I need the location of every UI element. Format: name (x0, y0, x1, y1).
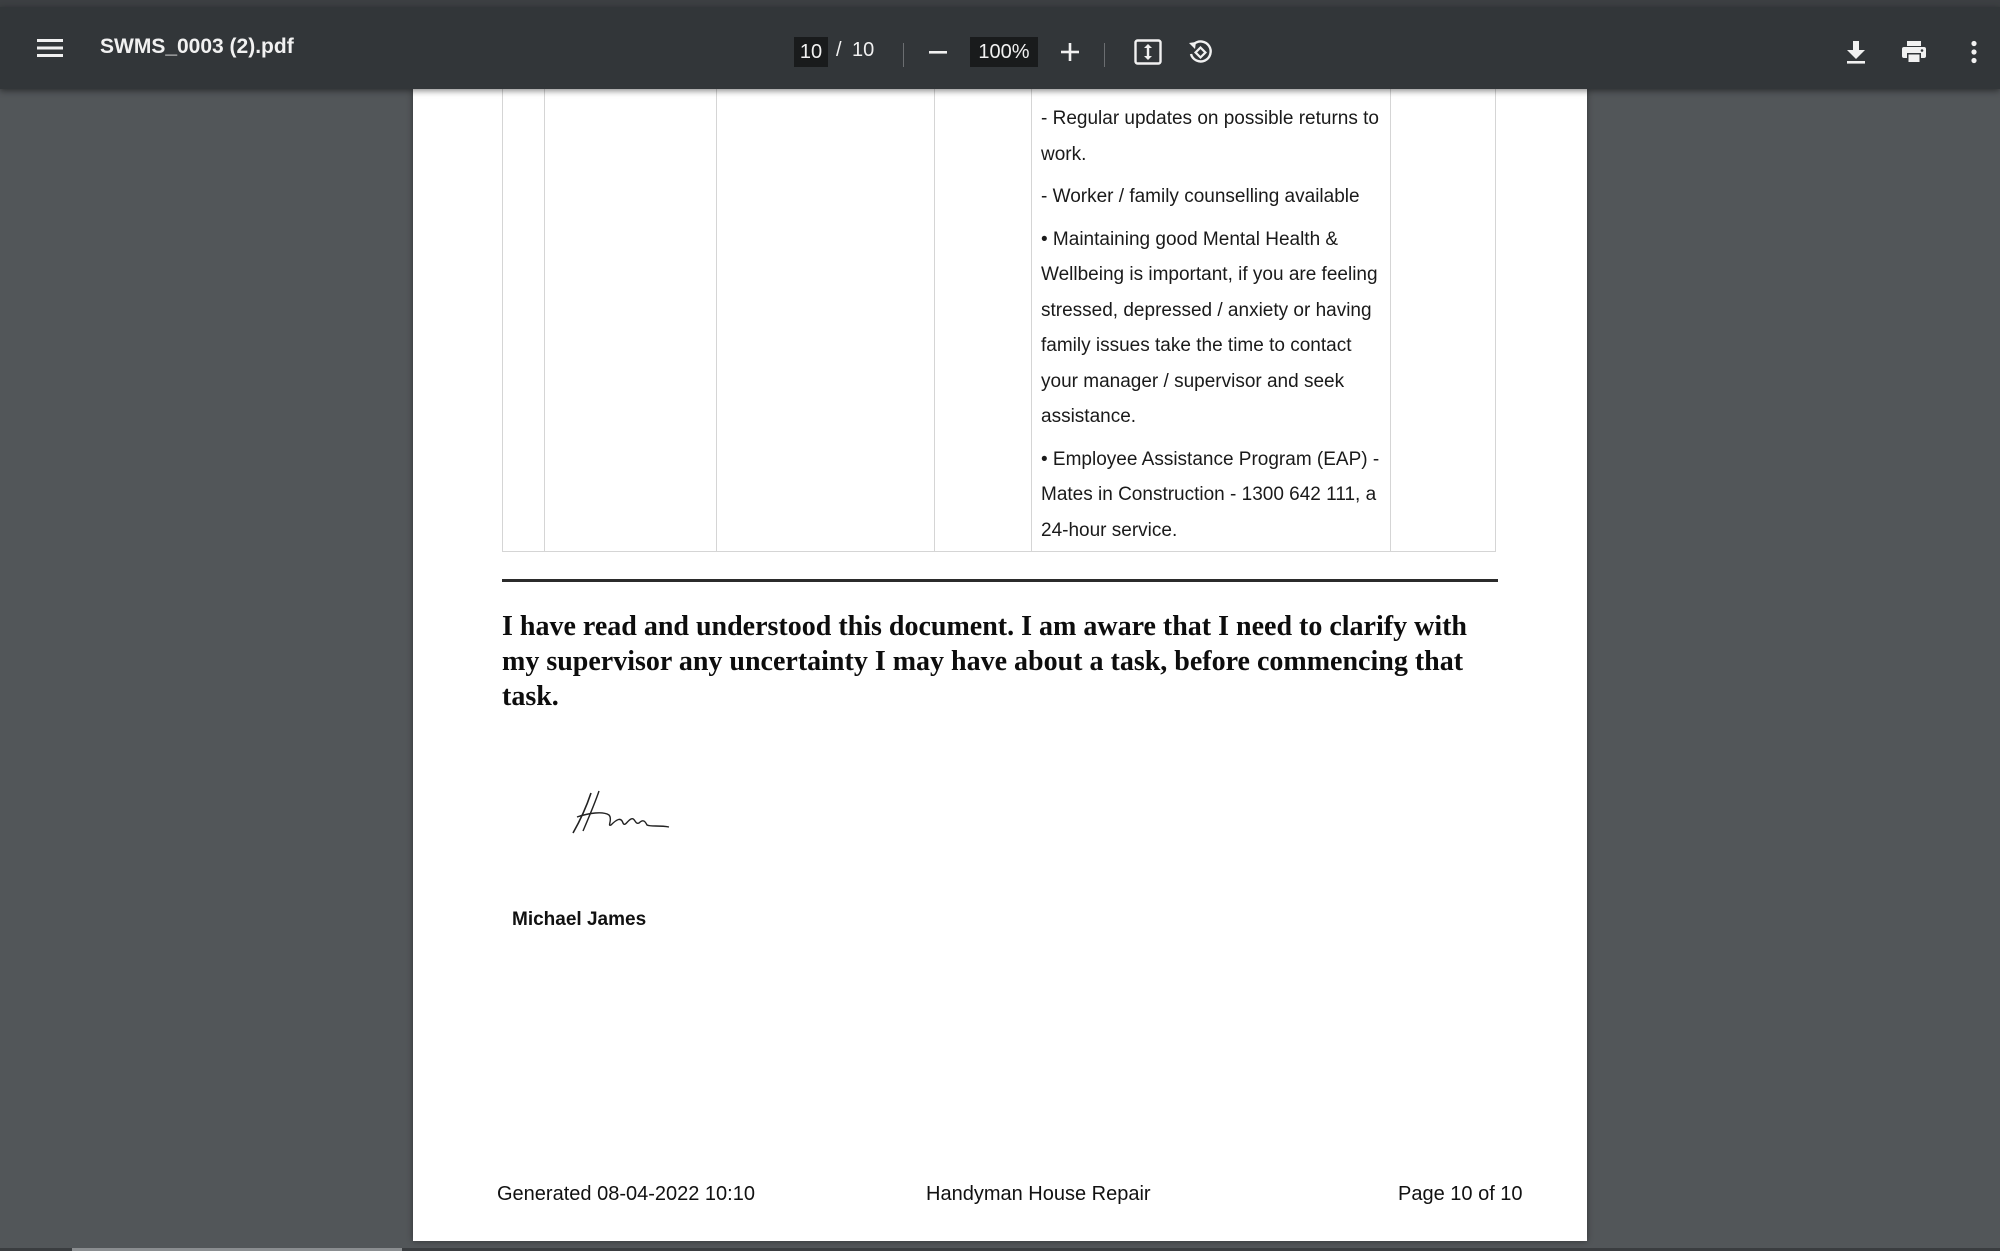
table-column-divider (934, 87, 935, 551)
print-button[interactable] (1890, 28, 1938, 76)
page-separator: / (836, 39, 842, 61)
declaration-statement: I have read and understood this document. I am aware that I need to clarify with my supervisor any uncertainty I may have about a task, before commencing that task. (502, 611, 1467, 712)
hamburger-menu-icon (37, 38, 63, 58)
table-column-divider (1031, 87, 1032, 551)
zoom-in-button[interactable] (1046, 28, 1094, 76)
toolbar-divider (1104, 43, 1105, 67)
control-measures-cell (1041, 101, 1391, 555)
page-number-input[interactable]: 10 (794, 37, 828, 67)
footer-page-number: Page 10 of 10 (1398, 1183, 1523, 1205)
minus-icon (928, 42, 948, 62)
section-divider (502, 579, 1498, 582)
download-icon (1845, 40, 1867, 64)
signature-image (569, 787, 679, 842)
rotate-button[interactable] (1176, 28, 1224, 76)
pdf-toolbar (0, 7, 2000, 89)
zoom-out-button[interactable] (914, 28, 962, 76)
control-measure-item: • Employee Assistance Program (EAP) - Mates in Construction - 1300 642 111, a 24-hour service. (1041, 448, 1380, 541)
fit-to-page-icon (1134, 39, 1162, 65)
plus-icon (1060, 42, 1080, 62)
control-measure-item: • Maintaining good Mental Health & Wellbeing is important, if you are feeling stressed, depressed / anxiety or having family issues take the time to contact your manager / supervisor and seek assistance. (1041, 228, 1378, 427)
fit-to-page-button[interactable] (1124, 28, 1172, 76)
control-measure-item: - Worker / family counselling available (1041, 186, 1360, 207)
footer-generated-date: Generated 08-04-2022 10:10 (497, 1183, 755, 1205)
table-column-divider (544, 87, 545, 551)
rotate-counterclockwise-icon (1186, 38, 1214, 66)
more-options-button[interactable] (1950, 28, 1998, 76)
toolbar-divider (903, 43, 904, 67)
printer-icon (1901, 40, 1927, 64)
document-title: SWMS_0003 (2).pdf (100, 35, 294, 58)
zoom-level-input[interactable]: 100% (970, 37, 1038, 67)
footer-document-title: Handyman House Repair (926, 1183, 1151, 1205)
more-vertical-icon (1970, 40, 1978, 64)
total-pages: 10 (852, 39, 875, 61)
pdf-page (413, 89, 1587, 1241)
download-button[interactable] (1832, 28, 1880, 76)
menu-button[interactable] (26, 24, 74, 72)
control-measure-item: - Regular updates on possible returns to work. (1041, 108, 1379, 165)
hazard-table (502, 87, 1496, 552)
signer-name: Michael James (512, 909, 647, 930)
table-column-divider (716, 87, 717, 551)
